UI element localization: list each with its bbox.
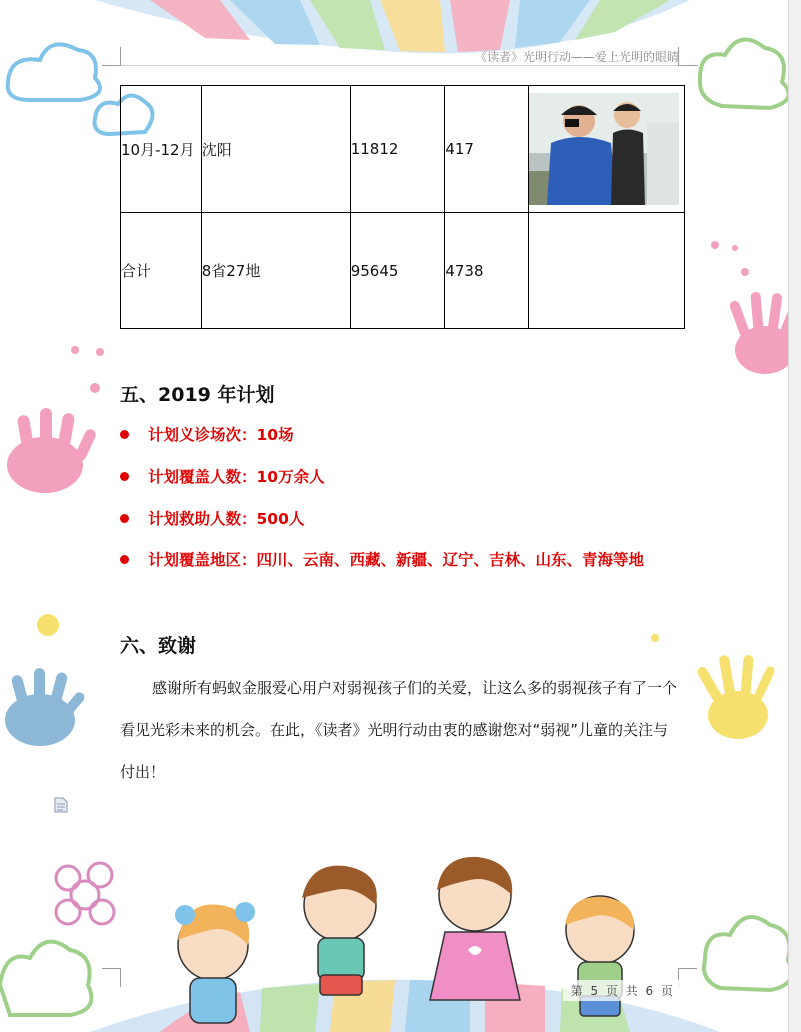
table-cell-people: 95645 xyxy=(350,213,445,329)
list-item xyxy=(120,465,325,487)
table-cell-region: 沈阳 xyxy=(201,86,350,213)
bullet-text: 计划覆盖人数：10万余人 xyxy=(148,468,325,486)
table-cell-period: 10月-12月 xyxy=(121,86,202,213)
table-row xyxy=(121,213,685,329)
cloud-doodle-bottom-right xyxy=(704,917,791,990)
bullet-text: 计划覆盖地区：四川、云南、西藏、新疆、辽宁、吉林、山东、青海等地 xyxy=(148,551,645,569)
pink-handprint-right xyxy=(711,241,799,374)
bullet-text: 计划义诊场次：10场 xyxy=(148,426,294,444)
thanks-paragraph-text: 感谢所有蚂蚁金服爱心用户对弱视孩子们的关爱，让这么多的弱视孩子有了一个看见光彩未来的机会。在此，《读者》光明行动由衷的感谢您对“弱视”儿童的关注与付出！ xyxy=(120,679,678,781)
yellow-dot-decoration xyxy=(37,614,59,636)
table-cell-period: 合计 xyxy=(121,213,202,329)
crop-mark-bottom-left xyxy=(102,968,121,987)
bullet-icon xyxy=(120,555,129,564)
table-cell-aided: 417 xyxy=(445,86,529,213)
page-header-title: 《读者》光明行动——爱上光明的眼睛 xyxy=(474,50,679,64)
table-row xyxy=(121,86,685,213)
bullet-icon xyxy=(120,472,129,481)
thanks-paragraph xyxy=(120,667,680,793)
list-item xyxy=(120,507,304,529)
page-number-label: 第 5 页 共 6 页 xyxy=(563,980,683,1001)
cloud-doodle-top-left xyxy=(8,44,100,100)
header-divider xyxy=(120,65,698,66)
top-wave-decoration xyxy=(95,0,690,53)
table-cell-photo xyxy=(529,86,685,213)
section-heading-plan: 五、2019 年计划 xyxy=(120,384,275,406)
table-cell-empty xyxy=(529,213,685,329)
table-cell-aided: 4738 xyxy=(445,213,529,329)
flower-doodle-left xyxy=(56,863,114,924)
page-right-edge xyxy=(788,0,801,1032)
table-cell-region: 8省27地 xyxy=(201,213,350,329)
crop-mark-top-left xyxy=(102,47,121,66)
crop-mark-top-right xyxy=(678,47,697,66)
pink-handprint-left xyxy=(7,346,104,493)
bullet-text: 计划救助人数：500人 xyxy=(148,510,305,528)
list-item xyxy=(120,548,644,570)
event-photo xyxy=(529,93,679,205)
blue-handprint-left xyxy=(5,668,86,746)
cloud-doodle-top-right xyxy=(700,39,789,108)
statistics-table xyxy=(120,85,685,329)
section-heading-thanks: 六、致谢 xyxy=(120,635,197,657)
list-item xyxy=(120,423,294,445)
bullet-icon xyxy=(120,514,129,523)
table-cell-people: 11812 xyxy=(350,86,445,213)
document-icon[interactable] xyxy=(54,797,68,813)
bullet-icon xyxy=(120,430,129,439)
cloud-doodle-bottom-left xyxy=(0,942,91,1015)
